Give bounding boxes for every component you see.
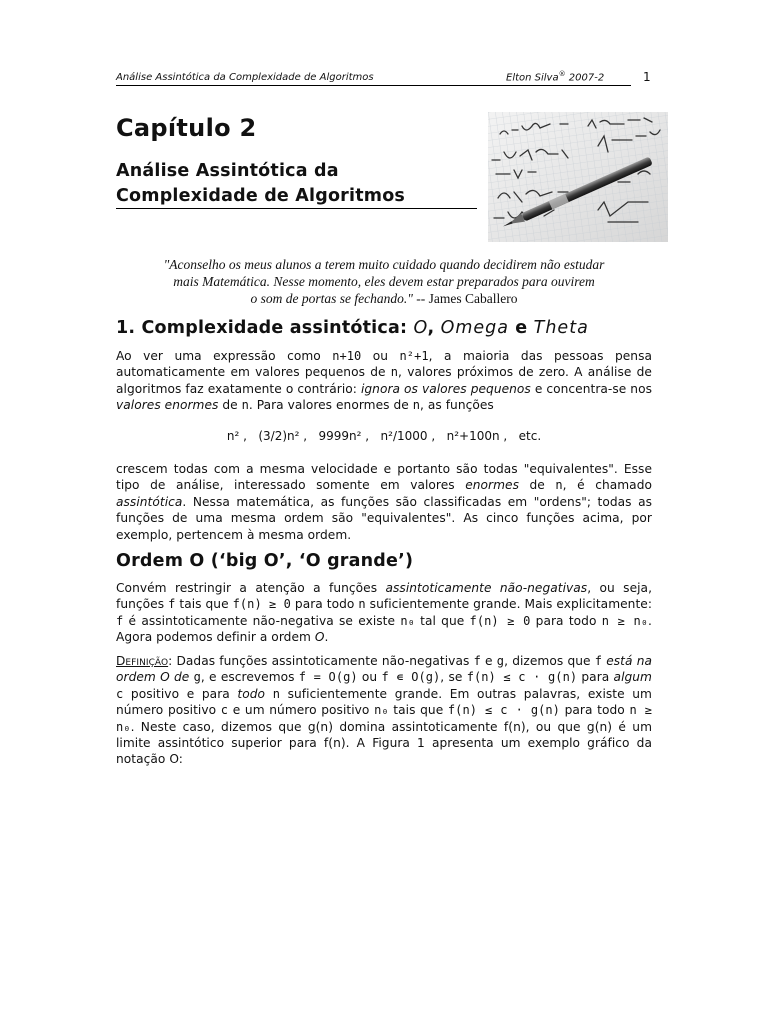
page-number: 1: [643, 70, 651, 84]
chapter-title-rule: [116, 208, 477, 209]
paragraph-orders: crescem todas com a mesma velocidade e portanto são todas "equivalentes". Esse tipo de análise, interessado somente em valores enormes de n, é chamado assintótica. Nessa matemática, as funções são classificadas em "ordens"; todas as funções de uma mesma ordem são "equivalentes". As cinco funções acima, por exemplo, pertencem à mesma ordem.: [116, 462, 652, 542]
header-rule: [116, 85, 631, 86]
math-paper-photo: [488, 112, 668, 242]
chapter-label: Capítulo 2: [116, 114, 257, 142]
paragraph-nonnegative: Convém restringir a atenção a funções assintoticamente não-negativas, ou seja, funções f tais que f(n) ≥ 0 para todo n suficientemente grande. Mais explicitamente: f é assintoticamente não-negativa se existe n₀ tal que f(n) ≥ 0 para todo n ≥ n₀. Agora podemos definir a ordem O.: [116, 581, 652, 645]
section-heading-big-o: Ordem O (‘big O’, ‘O grande’): [116, 551, 414, 571]
running-header-title: Análise Assintótica da Complexidade de Algoritmos: [116, 72, 374, 83]
paragraph-asymptotic-intro: Ao ver uma expressão como n+10 ou n²+1, a maioria das pessoas pensa automaticamente em valores pequenos de n, valores próximos de zero. A análise de algoritmos faz exatamente o contrário: ignora os valores pequenos e concentra-se nos valores enormes de n. Para valores enormes de n, as funções: [116, 349, 653, 413]
running-header-author: Elton Silva® 2007-2: [506, 70, 605, 84]
function-examples: n² , (3/2)n² , 9999n² , n²/1000 , n²+100n , etc.: [226, 429, 542, 443]
section-heading-complexity: 1. Complexidade assintótica: O, Omega e Theta: [116, 318, 589, 338]
definition-label: Definição: [116, 654, 169, 668]
chapter-title: Análise Assintótica da Complexidade de Algoritmos: [116, 161, 406, 206]
paragraph-definition-big-o: Definição: Dadas funções assintoticamente não-negativas f e g, dizemos que f está na ordem O de g, e escrevemos f = O(g) ou f ∊ O(g), se f(n) ≤ c · g(n) para algum c positivo e para todo n suficientemente grande. Em outras palavras, existe um número positivo c e um número positivo n₀ tais que f(n) ≤ c · g(n) para todo n ≥ n₀. Neste caso, dizemos que g(n) domina assintoticamente f(n), ou que g(n) é um limite assintótico superior para f(n). A Figura 1 apresenta um exemplo gráfico da notação O:: [116, 654, 653, 767]
epigraph: "Aconselho os meus alunos a terem muito cuidado quando decidirem não estudar mais Matemática. Nesse momento, eles devem estar preparados para ouvirem o som de portas se fechando." -- James Caballero: [163, 257, 605, 306]
